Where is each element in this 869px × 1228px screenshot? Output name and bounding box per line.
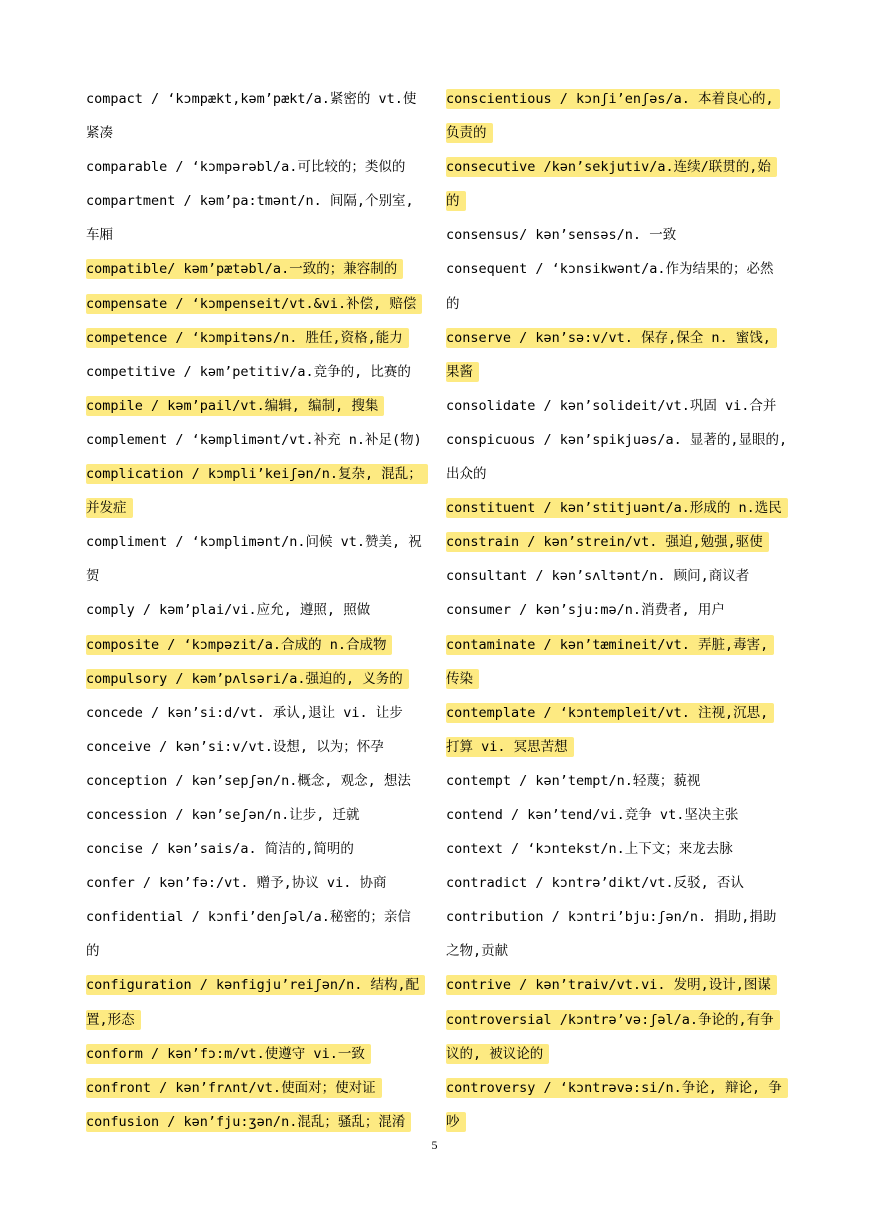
- vocab-line: [86, 593, 431, 627]
- entry-text: contempt / kən’tempt/n.轻蔑；藐视: [446, 772, 701, 789]
- vocab-line: [446, 968, 791, 1002]
- vocab-line: [446, 662, 791, 696]
- entry-text: competitive / kəm’petitiv/a.竞争的, 比赛的: [86, 363, 411, 380]
- vocab-line: [86, 696, 431, 730]
- highlighted-entry-text: 并发症: [86, 498, 133, 518]
- vocab-line: [446, 832, 791, 866]
- vocab-line: [86, 82, 431, 116]
- entry-text: contradict / kɔntrə’dikt/vt.反驳, 否认: [446, 875, 744, 892]
- vocab-line: [86, 559, 431, 593]
- vocab-line: [446, 218, 791, 252]
- vocab-line: [86, 730, 431, 764]
- vocab-line: [86, 900, 431, 934]
- vocab-line: [86, 628, 431, 662]
- highlighted-entry-text: conform / kən’fɔ:m/vt.使遵守 vi.一致: [86, 1044, 371, 1064]
- vocab-line: [446, 321, 791, 355]
- entry-text: 的: [446, 295, 460, 312]
- entry-text: compliment / ‘kɔmplimənt/n.问候 vt.赞美, 祝: [86, 534, 422, 551]
- highlighted-entry-text: contemplate / ‘kɔntempleit/vt. 注视,沉思,: [446, 703, 774, 723]
- entry-text: 车厢: [86, 227, 113, 244]
- entry-text: consequent / ‘kɔnsikwənt/a.作为结果的；必然: [446, 261, 774, 278]
- entry-text: conception / kən’sepʃən/n.概念, 观念, 想法: [86, 772, 411, 789]
- highlighted-entry-text: contaminate / kən’tæmineit/vt. 弄脏,毒害,: [446, 635, 774, 655]
- vocab-line: [86, 1105, 431, 1139]
- vocab-line: [446, 184, 791, 218]
- vocab-line: [446, 900, 791, 934]
- entry-text: compact / ‘kɔmpækt,kəm’pækt/a.紧密的 vt.使: [86, 91, 417, 107]
- vocab-line: [86, 252, 431, 286]
- vocab-line: [446, 252, 791, 286]
- vocab-line: [446, 764, 791, 798]
- vocab-line: [86, 218, 431, 252]
- vocab-line: [86, 150, 431, 184]
- entry-text: conspicuous / kən’spikjuəs/a. 显著的,显眼的,: [446, 431, 788, 448]
- vocab-line: [86, 1003, 431, 1037]
- vocab-line: [446, 150, 791, 184]
- vocab-line: [446, 1037, 791, 1071]
- vocab-line: [86, 389, 431, 423]
- entry-text: concede / kən’si:d/vt. 承认,退让 vi. 让步: [86, 704, 403, 721]
- vocab-line: [446, 798, 791, 832]
- entry-text: consensus/ kən’sensəs/n. 一致: [446, 227, 677, 244]
- highlighted-entry-text: controversial /kɔntrə’və:ʃəl/a.争论的,有争: [446, 1010, 780, 1030]
- entry-text: complement / ‘kəmplimənt/vt.补充 n.补足(物): [86, 431, 422, 448]
- vocab-line: [86, 1071, 431, 1105]
- vocab-line: [86, 525, 431, 559]
- vocab-line: [86, 866, 431, 900]
- vocab-line: [86, 798, 431, 832]
- vocab-line: [86, 968, 431, 1002]
- vocab-line: [446, 1003, 791, 1037]
- highlighted-entry-text: 议的, 被议论的: [446, 1044, 549, 1064]
- highlighted-entry-text: 传染: [446, 669, 479, 689]
- highlighted-entry-text: constituent / kən’stitjuənt/a.形成的 n.选民: [446, 498, 788, 518]
- highlighted-entry-text: confront / kən’frʌnt/vt.使面对；使对证: [86, 1078, 382, 1098]
- vocab-line: [86, 934, 431, 968]
- highlighted-entry-text: consecutive /kən’sekjutiv/a.连续/联贯的,始: [446, 157, 777, 177]
- vocab-line: [446, 559, 791, 593]
- vocab-line: [86, 491, 431, 525]
- highlighted-entry-text: composite / ‘kɔmpəzit/a.合成的 n.合成物: [86, 635, 392, 655]
- vocab-line: [446, 934, 791, 968]
- vocab-line: [446, 287, 791, 321]
- highlighted-entry-text: compensate / ‘kɔmpenseit/vt.&vi.补偿, 赔偿: [86, 294, 422, 314]
- vocab-line: [86, 1037, 431, 1071]
- entry-text: consumer / kən’sju:mə/n.消费者, 用户: [446, 602, 725, 619]
- vocab-line: [86, 457, 431, 491]
- highlighted-entry-text: competence / ‘kɔmpitəns/n. 胜任,资格,能力: [86, 328, 409, 348]
- vocab-line: [86, 423, 431, 457]
- entry-text: comply / kəm’plai/vi.应允, 遵照, 照做: [86, 602, 371, 619]
- highlighted-entry-text: complication / kɔmpli’keiʃən/n.复杂, 混乱；: [86, 464, 428, 484]
- entry-text: context / ‘kɔntekst/n.上下文；来龙去脉: [446, 841, 733, 858]
- vocab-line: [446, 423, 791, 457]
- entry-text: 的: [86, 943, 100, 960]
- page-number: 5: [431, 1138, 438, 1152]
- vocab-line: [86, 832, 431, 866]
- entry-text: concession / kən’seʃən/n.让步, 迁就: [86, 806, 360, 823]
- vocab-line: [446, 525, 791, 559]
- entry-text: confidential / kɔnfi’denʃəl/a.秘密的；亲信: [86, 909, 411, 926]
- entry-text: confer / kən’fə:/vt. 赠予,协议 vi. 协商: [86, 875, 387, 892]
- entry-text: 之物,贡献: [446, 943, 509, 960]
- entry-text: contribution / kɔntri’bju:ʃən/n. 捐助,捐助: [446, 909, 777, 926]
- highlighted-entry-text: 负责的: [446, 123, 493, 143]
- vocab-line: [86, 287, 431, 321]
- entry-text: comparable / ‘kɔmpərəbl/a.可比较的；类似的: [86, 159, 406, 176]
- entry-text: 紧凑: [86, 125, 113, 142]
- highlighted-entry-text: compatible/ kəm’pætəbl/a.一致的；兼容制的: [86, 259, 403, 279]
- highlighted-entry-text: 果酱: [446, 362, 479, 382]
- vocab-line: [86, 764, 431, 798]
- vocab-line: [446, 116, 791, 150]
- highlighted-entry-text: confusion / kən’fju:ʒən/n.混乱；骚乱；混淆: [86, 1112, 411, 1132]
- highlighted-entry-text: configuration / kənfigju’reiʃən/n. 结构,配: [86, 975, 425, 995]
- vocab-line: [86, 662, 431, 696]
- vocab-line: [446, 82, 791, 116]
- highlighted-entry-text: contrive / kən’traiv/vt.vi. 发明,设计,图谋: [446, 975, 777, 995]
- right-column: [446, 82, 791, 1139]
- vocab-line: [86, 355, 431, 389]
- vocab-line: [446, 491, 791, 525]
- highlighted-entry-text: 吵: [446, 1112, 466, 1132]
- entry-text: conceive / kən’si:v/vt.设想, 以为；怀孕: [86, 738, 384, 755]
- entry-text: contend / kən’tend/vi.竞争 vt.坚决主张: [446, 806, 739, 823]
- entry-text: consolidate / kən’solideit/vt.巩固 vi.合并: [446, 397, 777, 414]
- vocab-line: [446, 1071, 791, 1105]
- vocab-line: [446, 696, 791, 730]
- vocab-line: [446, 355, 791, 389]
- highlighted-entry-text: compile / kəm’pail/vt.编辑, 编制, 搜集: [86, 396, 384, 416]
- highlighted-entry-text: compulsory / kəm’pʌlsəri/a.强迫的, 义务的: [86, 669, 409, 689]
- highlighted-entry-text: 打算 vi. 冥思苦想: [446, 737, 574, 757]
- vocab-line: [86, 184, 431, 218]
- entry-text: 出众的: [446, 466, 487, 483]
- vocab-line: [86, 116, 431, 150]
- entry-text: compartment / kəm’pa:tmənt/n. 间隔,个别室,: [86, 193, 414, 210]
- vocab-line: [446, 866, 791, 900]
- entry-text: 贺: [86, 568, 100, 585]
- highlighted-entry-text: conscientious / kɔnʃi’enʃəs/a. 本着良心的,: [446, 89, 780, 109]
- entry-text: consultant / kən’sʌltənt/n. 顾问,商议者: [446, 568, 750, 585]
- left-column: [86, 82, 431, 1139]
- highlighted-entry-text: conserve / kən’sə:v/vt. 保存,保全 n. 蜜饯,: [446, 328, 777, 348]
- highlighted-entry-text: controversy / ‘kɔntrəvə:si/n.争论, 辩论, 争: [446, 1078, 788, 1098]
- highlighted-entry-text: constrain / kən’strein/vt. 强迫,勉强,驱使: [446, 532, 769, 552]
- vocab-line: [446, 730, 791, 764]
- entry-text: concise / kən’sais/a. 简洁的,简明的: [86, 841, 354, 858]
- vocab-line: [446, 389, 791, 423]
- vocab-line: [446, 628, 791, 662]
- vocab-line: [86, 321, 431, 355]
- highlighted-entry-text: 置,形态: [86, 1010, 141, 1030]
- vocab-line: [446, 593, 791, 627]
- vocab-line: [446, 1105, 791, 1139]
- highlighted-entry-text: 的: [446, 191, 466, 211]
- vocab-line: [446, 457, 791, 491]
